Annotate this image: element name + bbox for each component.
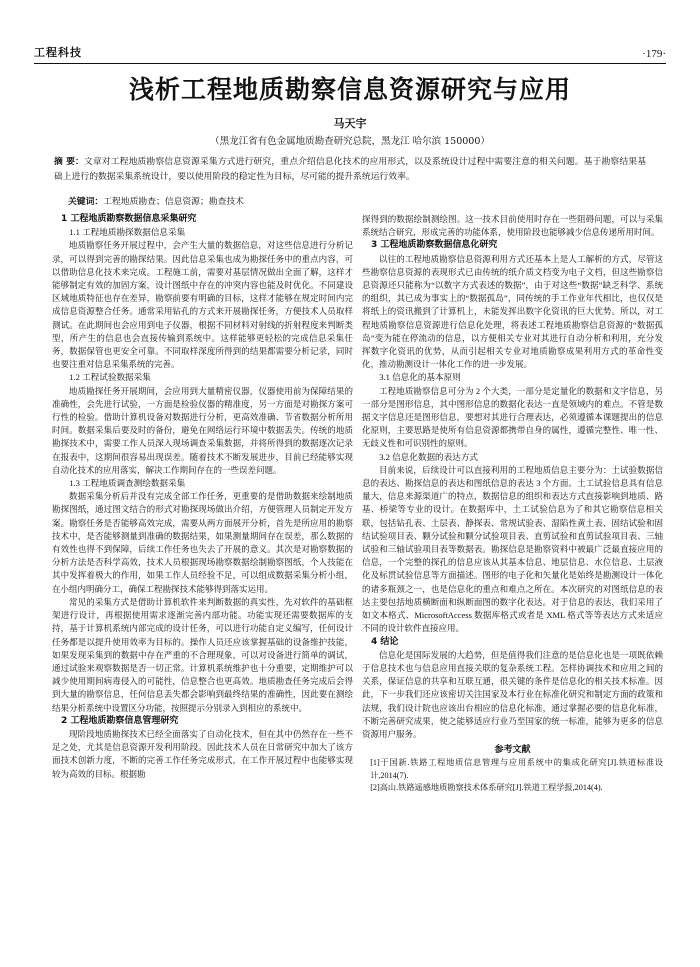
paragraph: 以往的工程地质勘察信息资源利用方式还基本上是人工解析的方式，尽管这些勘察信息资源的表现形式已由传统的纸介质文档变为电子文档，但这些勘察信息资源还只能称为“以数字方式表述的数据”，由于对这些“数据”缺乏科学、系统的组织，其已成为事实上的“数据孤岛”，同传统的手工作业年代相比，也仅仅是将纸上的资讯搬到了计算机上，未能发挥出数字化资讯的巨大优势。所以，对工程地质勘察信息资源进行信息化处理，将表述工程地质勘察信息资源的“数据孤岛”变为能在停流动的信息，以方便相关专业对其进行自动分析和利用，充分发挥数字化资讯的优势，从而引起相关专业对地质勘察成果利用方式的革命性变化，推动勘测设计一体化工作的进一步发展。 <box>362 253 663 370</box>
paragraph: 地质勘探任务开展期间，会应用到大量精密仪器，仪器使用前为保障结果的准确性，会先进行试验，一方面是检验仪器的精准度，另一方面是对勘探方案可行性的检验。借助计算机设备对数据进行分析，更高效准确、节省数据分析所用时间。数据采集后要及时的备份，避免在网络运行环境中数据丢失。传统的地质勘探技术中，需要工作人员深入现场调查采集数据，并将所得到的数据逐次记录在报表中，这期间很容易出现误差。随着技术不断发展进步，目前已经能够实现自动化技术的应用落实，解决工作期间存在的一些误差问题。 <box>52 385 353 475</box>
abstract-text: 文章对工程地质勘察信息资源采集方式进行研究，重点介绍信息化技术的应用形式，以及系统设计过程中需要注意的相关问题。基于勘察结果基础上进行的数据采集系统设计，要以使用阶段的稳定性为目标，尽可能的提升系统运行效率。 <box>54 157 646 182</box>
paragraph: 工程地质勘察信息可分为 2 个大类，一部分是定量化的数据和文字信息，另一部分是图形信息，其中图形信息的数据化表达一直是领域内的难点。不管是数据文字信息还是图形信息，要想对其进行合理表达，必须遵循本课题提出的信息化原则，主要思路是使所有信息资源都携带自身的属性，遵循完整性、唯一性、无歧义性和可识别性的原则。 <box>362 385 663 449</box>
section-heading: 3 工程地质勘察数据信息化研究 <box>371 240 498 251</box>
abstract <box>54 155 646 184</box>
running-header <box>34 40 666 64</box>
subsection-heading: 3.1 信息化的基本原则 <box>379 372 461 383</box>
section-heading: 2 工程地质勘察信息管理研究 <box>61 715 179 726</box>
subsection-heading: 1.2 工程试验数据采集 <box>69 372 151 383</box>
abstract-label: 摘 要： <box>54 157 84 167</box>
paragraph: 信息化是国际发展的大趋势，但是值得我们注意的是信息化也是一项既依赖于信息技术也与信息应用直接关联的复杂系统工程。怎样协调技术和应用之间的关系，保证信息的共享和互联互通，很关键的条件是信息化的相关技术标准。因此，下一步我们还应该密切关注国家及本行业在标准化研究和制定方面的政策和法规，我们设计院也应该出台相应的信息化标准，通过掌握必要的信息化标准，不断完善研究成果，使之能够适应行业乃至国家的统一标准，能够为更多的信息资源用户服务。 <box>362 649 663 739</box>
paragraph: 常见的采集方式是借助计算机软件来判断数据的真实性，先对软件的基础框架进行设计，再根据使用需求逐渐完善内部功能。功能实现还需要数据库的支持，基于计算机系统内部完成的设计任务，可以进行功能自定义编写，任何设计任务都是以提升使用效率为目标的。操作人员还应该掌握基础的设备维护技能，如果发现采集到的数据中存在严重的不合理现象，可以对设备进行简单的调试，通过试验来观察数据是否一切正常。计算机系统维护也十分重要，定期维护可以减少使用期间病毒侵入的可能性，信息整合也更高效。地质勘查任务完成后会得到大量的勘察信息，任何信息丢失都会影响到最终结果的准确性，因此要在测绘结果分析系统中设置区分功能，按照提示分别录入到相应的系统中。 <box>52 596 353 713</box>
subsection-heading: 3.2 信息化数据的表达方式 <box>379 451 479 462</box>
left-column <box>52 213 353 781</box>
subsection-heading: 1.1 工程地质勘探数据信息采集 <box>69 227 186 238</box>
references-heading: 参考文献 <box>494 745 531 756</box>
author-name: 马天宇 <box>333 117 367 130</box>
paper-title: 浅析工程地质勘察信息资源研究与应用 <box>128 75 571 104</box>
page-number: ·179· <box>642 48 666 60</box>
reference-item: [2]高山.铁路遥感地质勘察技术体系研究[J].铁道工程学报,2014(4). <box>370 783 603 793</box>
paragraph: 现阶段地质勘探技术已经全面落实了自动化技术，但在其中仍然存在一些不足之处，尤其是信息资源开发利用阶段。因此技术人员在日常研究中加大了该方面技术创新力度，不断的完善工作任务完成形式，在工作开展过程中也能够实现较为高效的目标。根据勘 <box>52 728 353 779</box>
section-heading: 1 工程地质勘察数据信息采集研究 <box>61 214 197 224</box>
right-column <box>362 213 663 795</box>
reference-item: [1]于国新.铁路工程地质信息管理与应用系统中的集成化研究[J].铁道标准设计,2014(7). <box>370 758 663 780</box>
paragraph-continued: 探得到的数据绘制测绘图。这一技术目前使用时存在一些阻碍问题，可以与采集系统结合研究，形成完善的功能体系，使用阶段也能够减少信息传递所用时间。 <box>362 214 663 238</box>
paragraph: 目前来说，后续设计可以直接利用的工程地质信息主要分为：土试验数据信息的表达、勘探信息的表达和图纸信息的表达 3 个方面。土工试验信息具有信息量大，信息来源渠道广的特点，数据信息的组织和表达方式直接影响到地质、路基、桥梁等专业的设计。在数据库中，土工试验信息为了和其它勘察信息相关联，包括钻孔表、土层表、静探表、常规试验表、湿陷性黄土表、固结试验和固结试验项目表、颗分试验和颗分试验项目表、直剪试验和直剪试验项目表、三轴试验和三轴试验项目表等数据表。勘探信息是勘察资料中被最广泛最直接应用的信息，一个完整的探孔的信息应该从其基本信息、地层信息、水位信息、土层液化及标贯试验信息等方面描述。图形的电子化和矢量化是始终是勘测设计一体化的诸多瓶颈之一，也是信息化的重点和难点之所在。本次研究的对图纸信息的表达主要包括地质横断面和纵断面图的数字化表达。对于信息的表达，我们采用了如文本格式、MicrosoftAccess 数据库格式或者是 XML 格式等等表达方式来适应不同的设计软件直接应用。 <box>362 464 663 634</box>
author-affiliation: （黑龙江省有色金属地质勘查研究总院，黑龙江 哈尔滨 150000） <box>210 136 490 147</box>
keywords-label: 关键词： <box>68 197 104 207</box>
keywords <box>68 195 646 209</box>
journal-name: 工程科技 <box>34 46 82 59</box>
subsection-heading: 1.3 工程地质调查测绘数据采集 <box>69 478 186 489</box>
section-heading: 4 结论 <box>371 636 399 647</box>
paragraph: 地质勘察任务开展过程中，会产生大量的数据信息，对这些信息进行分析记录，可以得到完善的勘探结果。因此信息采集也成为勘探任务中的重点内容，可以借助信息化技术来完成。工程施工前，需要对基层情况做出全面了解，这样才能够制定有效的加固方案，设计图纸中存在的冲突内容也能及时优化。不同建设区域地质特征也存在差异，勘察前要有明确的目标，这样才能够在规定时间内完成信息资源整合任务。通常采用钻孔的方式来开展勘探任务，方便技术人员取样测试。在此期间也会应用到电子仪器，根据不同材料对射线的折射程度来判断类型，所产生的信息也会直接传输到系统中。这样能够更轻松的完成信息采集任务，数据保管也更安全可靠。不同取样深度所得到的结果都需要分析记录，同时也要注重对信息采集系统的完善。 <box>52 240 353 370</box>
paragraph: 数据采集分析后并没有完成全部工作任务，更重要的是借助数据来绘制地质勘探图纸，通过图文结合的形式对勘探现场做出介绍，方便管理人员制定开发方案。勘察任务是否能够高效完成，需要从两方面展开分析，首先是所应用的勘察技术中，是否能够测量到准确的数据结果，如果测量期间存在误差，那么数据的有效性也得不到保障，后续工作任务也失去了开展的意义。其次是对勘察数据的分析方法是否科学高效，技术人员根据现场勘察数据绘制勘察图纸，个人技能在其中发挥着极大的作用，如果工作人员经验不足，可以组成数据采集分析小组，在小组内明确分工，确保工程勘探技术能够得到落实运用。 <box>52 491 353 594</box>
keywords-text: 工程地质勘查；信息资源；勘查技术 <box>103 197 244 207</box>
